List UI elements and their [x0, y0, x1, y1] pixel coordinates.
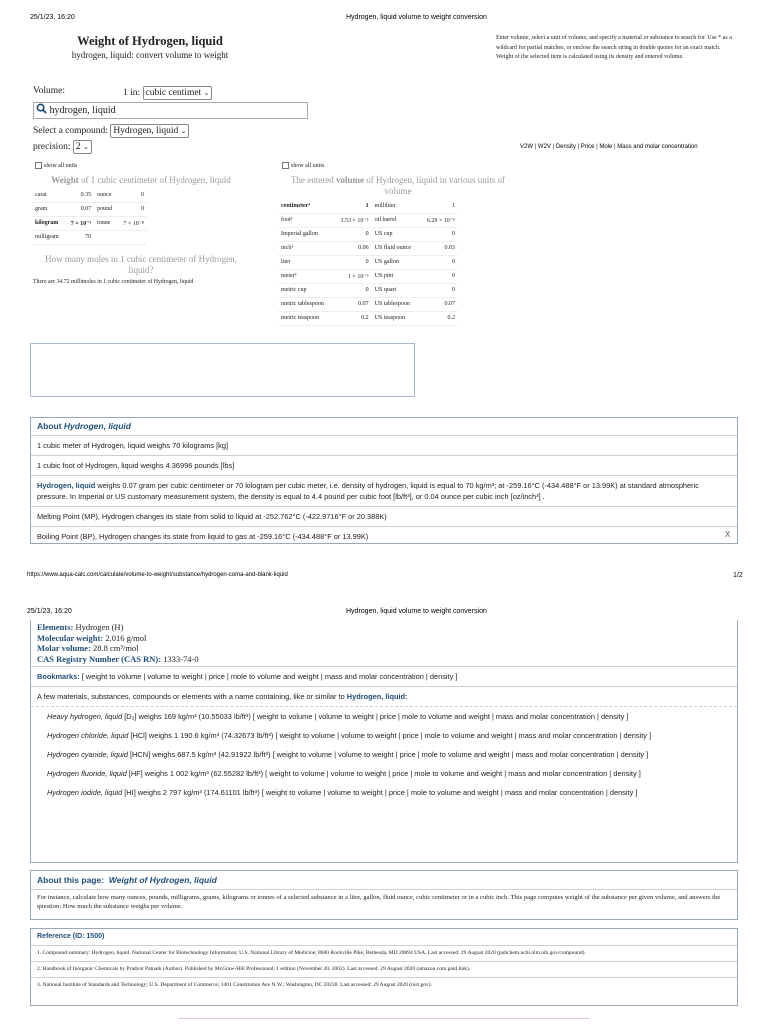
list-item: Hydrogen fluoride, liquid [HF] weighs 1 002 kg/m³ (62.55282 lb/ft³) [ weight to volume | volume to weight | price | mole to volume and weight | mass and molar concentration | density ] [47, 769, 641, 778]
nav-link-v2w[interactable]: V2W [520, 144, 534, 150]
list-item: Hydrogen cyanide, liquid [HCN] weighs 687.5 kg/m³ (42.91922 lb/ft³) [ weight to volume | volume to weight | price | mole to volume and weight | mass and molar concentration | density ] [47, 750, 649, 759]
print-title-2: Hydrogen, liquid volume to weight conversion [346, 608, 487, 615]
table-row: inch³ 0.06 US fluid ounce 0.03 [278, 241, 458, 255]
table-row: milligram 70 [32, 230, 147, 244]
ad-placeholder-bottom [178, 1018, 590, 1024]
table-row: gram 0.07 pound 0 [32, 202, 147, 216]
reference-item: 2. Handbook of Inorganic Chemicals by Pradyot Patnaik (Author). Published by McGraw-Hill Professional; 1 edition (November 20, 2002). Last accessed: 29 August 2020 (amazon.com paid link). [31, 961, 737, 977]
moles-question: How many moles in 1 cubic centimeter of Hydrogen, liquid? [45, 254, 237, 275]
about-section [30, 417, 738, 544]
precision-select-value: 2 [75, 142, 81, 152]
show-all-weight-label: show all units [44, 162, 78, 169]
calc-nav: V2W | W2V | Density | Price | Mole | Mass and molar concentration [520, 144, 698, 150]
search-value: hydrogen, liquid [49, 105, 116, 116]
weight-table [32, 188, 147, 245]
page-subheading: hydrogen, liquid: convert volume to weight [71, 50, 229, 60]
close-icon[interactable]: X [725, 530, 731, 539]
search-input[interactable] [33, 102, 308, 119]
intro-text: Enter volume, select a unit of volume, and specify a material or substance to search for. Use * as a wildcard for partial matches, or enclose the search string in double quotes for an exact match. Weight of the selected item is calculated using its density and entered volume. [496, 35, 732, 60]
print-date: 25/1/23, 16:20 [30, 14, 75, 21]
prop-molar-volume: Molar volume: 28.8 cm³/mol [37, 643, 139, 653]
prop-elements: Elements: Hydrogen (H) [37, 622, 124, 632]
list-item: Heavy hydrogen, liquid [D₂] weighs 169 kg/m³ (10.55033 lb/ft³) [ weight to volume | volume to weight | price | mole to volume and weight | mass and molar concentration | density ] [47, 712, 629, 721]
nav-link-w2v[interactable]: W2V [537, 144, 551, 150]
show-all-weight-checkbox[interactable] [35, 162, 42, 169]
list-item: Hydrogen iodide, liquid [HI] weighs 2 797 kg/m³ (174.61101 lb/ft³) [ weight to volume | volume to weight | price | mole to volume and weight | mass and molar concentration | density ] [47, 788, 638, 797]
about-boiling-point: Boiling Point (BP), Hydrogen changes its state from liquid to gas at -259.16°C (-434.488°F or 13.99K) [31, 526, 737, 544]
compound-select-value: Hydrogen, liquid [113, 126, 179, 136]
reference-item: 1. Compound summary: Hydrogen, liquid. National Center for Biotechnology Information; U.S. National Library of Medicine; 8600 Rockville Pike; Bethesda, MD 20894 USA. Last accessed: 29 August 2020 (pubchem.ncbi.nlm.nih.gov/compound). [31, 945, 737, 961]
chevron-down-icon: ⌄ [203, 89, 210, 97]
print-page-number: 1/2 [733, 572, 743, 579]
nav-link-mass-molar[interactable]: Mass and molar concentration [617, 144, 698, 150]
moles-answer: There are 34.72 millimoles in 1 cubic centimeter of Hydrogen, liquid [33, 279, 194, 285]
unit-select-value: cubic centimet [145, 88, 202, 98]
table-row: metric cup 0 US quart 0 [278, 283, 458, 297]
about-line-cubic-meter: 1 cubic meter of Hydrogen, liquid weighs 70 kilograms [kg] [31, 435, 737, 455]
reference-item: 3. National Institute of Standards and Technology; U.S. Department of Commerce; 1401 Constitution Ave N.W.; Washington, DC 20230. Last accessed: 29 August 2020 (nist.gov). [31, 977, 737, 993]
print-title: Hydrogen, liquid volume to weight conversion [346, 14, 487, 21]
precision-label: precision: [33, 142, 71, 152]
show-all-volume-label: show all units [291, 162, 325, 169]
search-icon [36, 103, 47, 114]
volume-input[interactable]: 1 [123, 88, 128, 98]
volume-label: Volume: [33, 86, 66, 96]
compound-label: Select a compound: [33, 126, 108, 136]
table-row: kilogram 7 × 10⁻⁵ tonne 7 × 10⁻⁸ [32, 216, 147, 230]
unit-select[interactable] [143, 86, 213, 100]
reference-title: Reference (ID: 1500) [37, 933, 105, 940]
table-row: Imperial gallon 0 US cup 0 [278, 227, 458, 241]
volume-panel-title: The entered volume of Hydrogen, liquid in various units of volume [291, 175, 505, 196]
table-row: meter³ 1 × 10⁻⁶ US pint 0 [278, 269, 458, 283]
about-density: Hydrogen, liquid weighs 0.07 gram per cubic centimeter or 70 kilogram per cubic meter, i.e. density of hydrogen, liquid is equal to 70 kg/m³; at -259.16°C (-434.488°F or 13.99K) at standard atmospheric pressure. In Imperial or US customary measurement system, the density is equal to 4.4 pound per cubic foot [lb/ft³], or 0.04 ounce per cubic inch [oz/inch³] . [31, 475, 737, 506]
page-heading: Weight of Hydrogen, liquid [77, 34, 223, 48]
bookmarks-links[interactable]: [ weight to volume | volume to weight | price | mole to volume and weight | mass and molar concentration | density ] [81, 672, 458, 681]
in-label: in: [130, 88, 141, 98]
chevron-down-icon: ⌄ [82, 143, 89, 151]
about-page-section [30, 870, 738, 920]
compound-info-section [30, 620, 738, 863]
material-links[interactable]: [ weight to volume | volume to weight | price | mole to volume and weight | mass and molar concentration | density ] [261, 788, 638, 797]
prop-cas-rn: CAS Registry Number (CAS RN): 1333-74-0 [37, 653, 199, 664]
table-row: foot³ 3.53 × 10⁻⁵ oil barrel 6.29 × 10⁻⁶ [278, 213, 458, 227]
table-row: centimeter³ 1 milliliter 1 [278, 199, 458, 213]
bookmarks-row: Bookmarks: [ weight to volume | volume to weight | price | mole to volume and weight | mass and molar concentration | density ] [31, 666, 737, 686]
compound-select[interactable] [110, 124, 189, 138]
about-page-text: For instance, calculate how many ounces, pounds, milligrams, grams, kilograms or tonnes of a selected substance in a liter, gallon, fluid ounce, cubic centimeter or in a cubic inch. This page computes weight of the substance per given volume, and answers the question: How much the substance weighs per volume. [31, 889, 737, 914]
print-date-2: 25/1/23, 16:20 [27, 608, 72, 615]
about-title: About Hydrogen, liquid [37, 421, 131, 431]
table-row: metric teaspoon 0.2 US teaspoon 0.2 [278, 311, 458, 325]
nav-link-price[interactable]: Price [580, 144, 595, 150]
reference-section [30, 928, 738, 1006]
show-all-volume-checkbox[interactable] [282, 162, 289, 169]
nav-link-density[interactable]: Density [555, 144, 576, 150]
prop-molecular-weight: Molecular weight: 2.016 g/mol [37, 632, 147, 643]
material-links[interactable]: [ weight to volume | volume to weight | price | mole to volume and weight | mass and molar concentration | density ] [275, 731, 652, 740]
material-links[interactable]: [ weight to volume | volume to weight | price | mole to volume and weight | mass and molar concentration | density ] [272, 750, 649, 759]
about-page-title: About this page: Weight of Hydrogen, liquid [37, 875, 217, 885]
nav-link-mole[interactable]: Mole [599, 144, 613, 150]
print-url: https://www.aqua-calc.com/calculate/volume-to-weight/substance/hydrogen-coma-and-blank-liquid [27, 572, 288, 578]
table-row: carat 0.35 ounce 0 [32, 188, 147, 202]
compound-props [31, 620, 737, 666]
similar-intro-row: A few materials, substances, compounds or elements with a name containing, like or similar to Hydrogen, liquid: [31, 686, 737, 706]
table-row: metric tablespoon 0.07 US tablespoon 0.07 [278, 297, 458, 311]
table-row: liter 0 US gallon 0 [278, 255, 458, 269]
material-links[interactable]: [ weight to volume | volume to weight | price | mole to volume and weight | mass and molar concentration | density ] [265, 769, 641, 778]
chevron-down-icon: ⌄ [180, 127, 187, 135]
precision-select[interactable] [73, 140, 92, 154]
material-links[interactable]: [ weight to volume | volume to weight | price | mole to volume and weight | mass and molar concentration | density ] [252, 712, 629, 721]
list-item: Hydrogen chloride, liquid [HCl] weighs 1 190.6 kg/m³ (74.32673 lb/ft³) [ weight to volume | volume to weight | price | mole to volume and weight | mass and molar concentration | density ] [47, 731, 652, 740]
about-melting-point: Melting Point (MP), Hydrogen changes its state from solid to liquid at -252.762°C (-422.9716°F or 20.388K) [31, 506, 737, 526]
ad-placeholder [30, 343, 415, 397]
weight-panel-title: Weight of 1 cubic centimeter of Hydrogen, liquid [51, 175, 231, 185]
volume-table [278, 199, 458, 326]
about-line-cubic-foot: 1 cubic foot of Hydrogen, liquid weighs 4.36996 pounds [lbs] [31, 455, 737, 475]
